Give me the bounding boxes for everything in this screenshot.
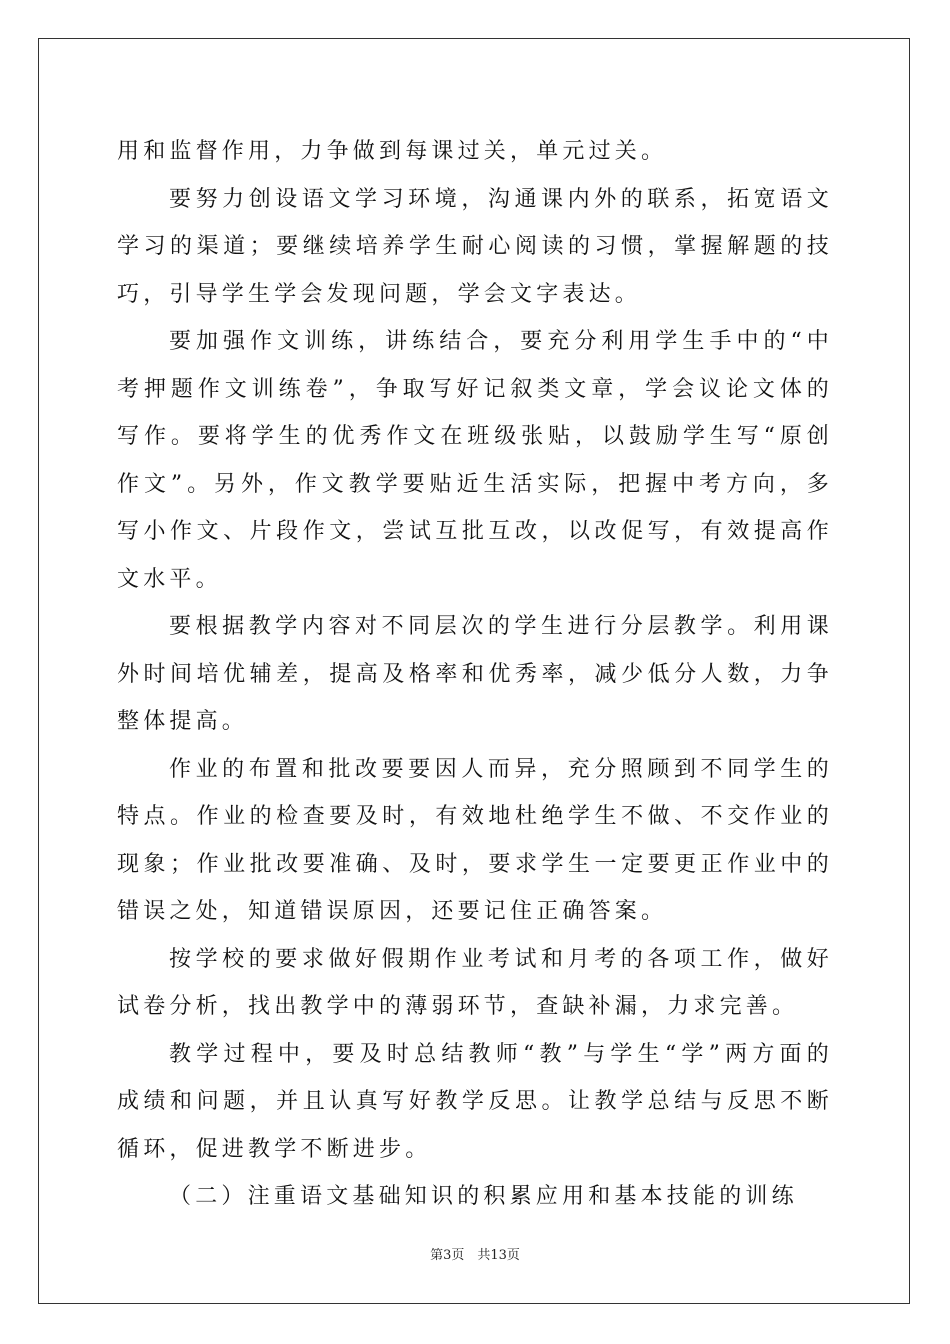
paragraph-exams: 按学校的要求做好假期作业考试和月考的各项工作，做好试卷分析，找出教学中的薄弱环节，查缺补漏，力求完善。 xyxy=(117,946,833,1019)
paragraph-learning-environment: 要努力创设语文学习环境，沟通课内外的联系，拓宽语文学习的渠道；要继续培养学生耐心阅读的习惯，掌握解题的技巧，引导学生学会发现问题，学会文字表达。 xyxy=(117,186,833,307)
paragraph-reflection: 教学过程中，要及时总结教师“教”与学生“学”两方面的成绩和问题，并且认真写好教学反思。让教学总结与反思不断循环，促进教学不断进步。 xyxy=(117,1041,833,1162)
page-number-footer: 第3页 共13页 xyxy=(430,1248,520,1263)
paragraph-composition-training: 要加强作文训练，讲练结合，要充分利用学生手中的“中考押题作文训练卷”，争取写好记叙类文章，学会议论文体的写作。要将学生的优秀作文在班级张贴，以鼓励学生写“原创作文”。另外，作文教学要贴近生活实际，把握中考方向，多写小作文、片段作文，尝试互批互改，以改促写，有效提高作文水平。 xyxy=(117,329,833,592)
document-body xyxy=(117,128,833,1221)
paragraph-tiered-teaching: 要根据教学内容对不同层次的学生进行分层教学。利用课外时间培优辅差，提高及格率和优秀率，减少低分人数，力争整体提高。 xyxy=(117,614,833,734)
paragraph-homework: 作业的布置和批改要要因人而异，充分照顾到不同学生的特点。作业的检查要及时，有效地杜绝学生不做、不交作业的现象；作业批改要准确、及时，要求学生一定要更正作业中的错误之处，知道错误原因，还要记住正确答案。 xyxy=(117,756,833,924)
section-heading: （二）注重语文基础知识的积累应用和基本技能的训练 xyxy=(169,1184,798,1209)
paragraph-continuation: 用和监督作用，力争做到每课过关，单元过关。 xyxy=(117,139,668,164)
